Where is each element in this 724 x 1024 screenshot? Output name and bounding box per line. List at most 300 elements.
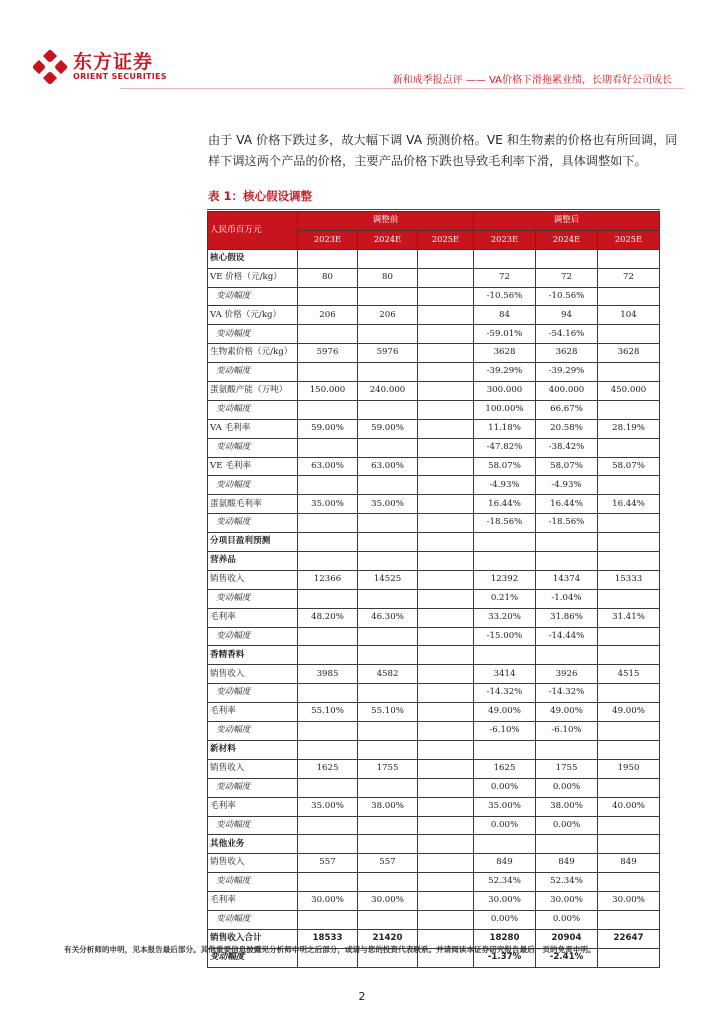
table-cell: 30.00% [358, 892, 418, 911]
table-cell: 58.07% [598, 457, 660, 476]
table-cell: -6.10% [536, 722, 598, 741]
table-row [208, 438, 660, 457]
table-cell: 400.000 [536, 382, 598, 401]
table-cell: 4515 [598, 665, 660, 684]
table-cell: 12392 [474, 570, 536, 589]
table-cell [474, 740, 536, 759]
row-label: 生物素价格（元/kg） [208, 344, 298, 363]
table-cell: 240.000 [358, 382, 418, 401]
table-cell [418, 608, 474, 627]
table-title: 表 1：核心假设调整 [208, 189, 313, 203]
table-cell [598, 873, 660, 892]
table-cell: 1625 [298, 759, 358, 778]
table-cell: 84 [474, 306, 536, 325]
table-cell [418, 797, 474, 816]
logo-chinese-name: 东方证券 [73, 51, 154, 73]
table-cell [418, 910, 474, 929]
table-cell: 1950 [598, 759, 660, 778]
table-cell [298, 438, 358, 457]
body-paragraph: 由于 VA 价格下跌过多，故大幅下调 VA 预测价格。VE 和生物素的价格也有所回调，同样下调这两个产品的价格，主要产品价格下跌也导致毛利率下滑，具体调整如下。 [208, 133, 678, 168]
table-cell [418, 892, 474, 911]
assumption-table [207, 211, 660, 968]
table-cell [598, 589, 660, 608]
table-cell: 557 [298, 854, 358, 873]
table-cell: 3985 [298, 665, 358, 684]
row-label: 销售收入 [208, 759, 298, 778]
table-cell [474, 835, 536, 854]
table-cell: 59.00% [358, 419, 418, 438]
table-cell [536, 740, 598, 759]
table-cell: -18.56% [474, 514, 536, 533]
table-cell [298, 910, 358, 929]
table-cell: 3414 [474, 665, 536, 684]
table-cell: -14.44% [536, 627, 598, 646]
table-cell: 16.44% [598, 495, 660, 514]
table-cell [418, 363, 474, 382]
table-cell: -10.56% [474, 287, 536, 306]
table-cell: 30.00% [536, 892, 598, 911]
table-cell [418, 249, 474, 268]
table-cell [418, 873, 474, 892]
table-cell: 0.00% [474, 816, 536, 835]
table-cell: 0.00% [474, 910, 536, 929]
table-row [208, 570, 660, 589]
table-cell: 0.21% [474, 589, 536, 608]
table-cell: 30.00% [598, 892, 660, 911]
table-row [208, 854, 660, 873]
row-label: 变动幅度 [208, 948, 298, 967]
table-cell [474, 533, 536, 552]
row-label: 变动幅度 [208, 910, 298, 929]
table-body [208, 249, 660, 967]
table-row [208, 703, 660, 722]
table-cell [358, 740, 418, 759]
table-cell [418, 835, 474, 854]
table-cell [418, 476, 474, 495]
table-cell: 33.20% [474, 608, 536, 627]
row-label: VA 价格（元/kg） [208, 306, 298, 325]
table-row [208, 892, 660, 911]
table-cell: -2.41% [536, 948, 598, 967]
table-cell [418, 665, 474, 684]
table-cell: 0.00% [474, 778, 536, 797]
table-cell [298, 533, 358, 552]
table-cell [418, 778, 474, 797]
table-cell [358, 722, 418, 741]
row-label: 变动幅度 [208, 325, 298, 344]
table-cell [418, 306, 474, 325]
table-row [208, 533, 660, 552]
table-row [208, 608, 660, 627]
table-cell [418, 854, 474, 873]
table-cell [418, 533, 474, 552]
table-cell [418, 703, 474, 722]
table-cell: 80 [358, 268, 418, 287]
table-cell [418, 438, 474, 457]
table-cell [298, 722, 358, 741]
table-cell: -14.32% [474, 684, 536, 703]
year-header: 2023E [474, 230, 536, 249]
table-row [208, 382, 660, 401]
row-label: 销售收入 [208, 570, 298, 589]
row-label: 变动幅度 [208, 589, 298, 608]
table-cell [598, 910, 660, 929]
table-cell [298, 514, 358, 533]
table-cell [418, 646, 474, 665]
table-cell [598, 363, 660, 382]
table-cell [358, 646, 418, 665]
row-label: 蛋氨酸毛利率 [208, 495, 298, 514]
row-label: 变动幅度 [208, 400, 298, 419]
logo-english-name: ORIENT SECURITIES [73, 72, 167, 81]
table-cell [418, 589, 474, 608]
table-cell [474, 646, 536, 665]
table-cell: 21420 [358, 929, 418, 948]
table-row [208, 797, 660, 816]
row-label: 变动幅度 [208, 514, 298, 533]
table-cell: 1755 [536, 759, 598, 778]
table-cell [298, 476, 358, 495]
year-header: 2025E [418, 230, 474, 249]
table-cell [358, 400, 418, 419]
table-cell [598, 438, 660, 457]
table-cell [598, 835, 660, 854]
table-cell [298, 287, 358, 306]
table-cell: 58.07% [536, 457, 598, 476]
table-cell [474, 249, 536, 268]
table-cell: 35.00% [358, 495, 418, 514]
table-cell: -4.93% [536, 476, 598, 495]
table-cell [418, 722, 474, 741]
table-cell: 206 [298, 306, 358, 325]
table-cell [298, 325, 358, 344]
table-cell [298, 684, 358, 703]
table-cell [298, 589, 358, 608]
row-label: 销售收入 [208, 665, 298, 684]
table-cell: 14374 [536, 570, 598, 589]
table-cell [418, 495, 474, 514]
table-cell: 38.00% [358, 797, 418, 816]
row-label: 变动幅度 [208, 476, 298, 495]
table-cell: -6.10% [474, 722, 536, 741]
table-cell [598, 684, 660, 703]
orient-logo-icon [33, 50, 67, 84]
table-row [208, 589, 660, 608]
table-cell: -54.16% [536, 325, 598, 344]
table-cell: 49.00% [474, 703, 536, 722]
table-cell [536, 835, 598, 854]
table-cell: -10.56% [536, 287, 598, 306]
row-label: 变动幅度 [208, 438, 298, 457]
table-cell: 55.10% [358, 703, 418, 722]
group-header-before: 调整前 [298, 212, 474, 231]
table-cell [536, 533, 598, 552]
row-label: 其他业务 [208, 835, 298, 854]
table-cell: 22647 [598, 929, 660, 948]
row-label: 毛利率 [208, 892, 298, 911]
company-logo [33, 50, 167, 84]
table-cell [418, 268, 474, 287]
table-cell [358, 249, 418, 268]
table-cell: 0.00% [536, 778, 598, 797]
table-title-divider [207, 209, 660, 210]
report-subtitle: 新和成季报点评 —— VA价格下滑拖累业绩，长期看好公司成长 [392, 75, 672, 86]
table-cell: -18.56% [536, 514, 598, 533]
year-header: 2025E [598, 230, 660, 249]
table-cell: 35.00% [474, 797, 536, 816]
table-cell: 4582 [358, 665, 418, 684]
table-cell [358, 835, 418, 854]
row-label: 变动幅度 [208, 873, 298, 892]
table-cell: 0.00% [536, 910, 598, 929]
table-cell: 94 [536, 306, 598, 325]
row-label: 变动幅度 [208, 778, 298, 797]
table-row [208, 552, 660, 571]
table-cell [418, 419, 474, 438]
table-cell: 849 [474, 854, 536, 873]
row-label: 香精香料 [208, 646, 298, 665]
table-cell: 849 [536, 854, 598, 873]
year-header: 2023E [298, 230, 358, 249]
table-cell: 104 [598, 306, 660, 325]
table-cell [358, 438, 418, 457]
row-label: 毛利率 [208, 797, 298, 816]
header-divider [120, 88, 684, 89]
table-cell [598, 400, 660, 419]
table-cell [358, 910, 418, 929]
table-cell [418, 287, 474, 306]
table-cell: 80 [298, 268, 358, 287]
row-label: 营养品 [208, 552, 298, 571]
table-cell: 38.00% [536, 797, 598, 816]
table-cell: 1755 [358, 759, 418, 778]
table-cell [358, 778, 418, 797]
row-label: 分项目盈利预测 [208, 533, 298, 552]
table-header-row [208, 212, 660, 231]
row-label: 变动幅度 [208, 816, 298, 835]
table-cell: 49.00% [598, 703, 660, 722]
table-cell: 59.00% [298, 419, 358, 438]
table-cell [298, 778, 358, 797]
table-cell: 0.00% [536, 816, 598, 835]
table-cell [358, 816, 418, 835]
table-cell [358, 684, 418, 703]
row-label: VE 毛利率 [208, 457, 298, 476]
table-cell: 3628 [536, 344, 598, 363]
row-label: 销售收入 [208, 854, 298, 873]
table-cell [358, 325, 418, 344]
table-cell [536, 646, 598, 665]
table-row [208, 835, 660, 854]
table-row [208, 495, 660, 514]
table-cell [358, 873, 418, 892]
table-cell: 150.000 [298, 382, 358, 401]
table-row [208, 249, 660, 268]
table-cell [598, 778, 660, 797]
table-cell: 849 [598, 854, 660, 873]
table-row [208, 778, 660, 797]
table-row [208, 268, 660, 287]
table-cell: 3926 [536, 665, 598, 684]
table-cell: 450.000 [598, 382, 660, 401]
table-cell: 12366 [298, 570, 358, 589]
table-cell [418, 325, 474, 344]
table-cell [358, 476, 418, 495]
table-cell: 49.00% [536, 703, 598, 722]
table-row [208, 419, 660, 438]
row-label: 毛利率 [208, 608, 298, 627]
table-cell [598, 740, 660, 759]
table-cell [358, 589, 418, 608]
row-label: VE 价格（元/kg） [208, 268, 298, 287]
table-cell [418, 740, 474, 759]
row-label: 核心假设 [208, 249, 298, 268]
table-cell: -14.32% [536, 684, 598, 703]
table-cell: -39.29% [474, 363, 536, 382]
table-cell [358, 363, 418, 382]
table-cell: 18280 [474, 929, 536, 948]
table-cell: 63.00% [358, 457, 418, 476]
row-label: 变动幅度 [208, 722, 298, 741]
table-cell [298, 627, 358, 646]
table-cell [358, 514, 418, 533]
table-cell: 72 [536, 268, 598, 287]
table-row [208, 816, 660, 835]
table-cell [598, 249, 660, 268]
table-cell [598, 722, 660, 741]
table-cell: -38.42% [536, 438, 598, 457]
table-row [208, 684, 660, 703]
table-cell: 30.00% [474, 892, 536, 911]
table-row [208, 759, 660, 778]
table-row [208, 910, 660, 929]
group-header-after: 调整后 [474, 212, 660, 231]
table-row [208, 457, 660, 476]
table-cell: 31.41% [598, 608, 660, 627]
row-label: 毛利率 [208, 703, 298, 722]
table-cell [598, 514, 660, 533]
table-cell: 300.000 [474, 382, 536, 401]
table-row [208, 287, 660, 306]
table-cell [598, 552, 660, 571]
table-cell [298, 740, 358, 759]
table-cell [536, 249, 598, 268]
row-label: 新材料 [208, 740, 298, 759]
table-cell: 35.00% [298, 495, 358, 514]
table-cell [418, 400, 474, 419]
table-cell [298, 400, 358, 419]
table-cell: 11.18% [474, 419, 536, 438]
table-cell: 3628 [474, 344, 536, 363]
table-cell: -1.37% [474, 948, 536, 967]
table-cell: 20904 [536, 929, 598, 948]
page-number: 2 [358, 990, 366, 1003]
table-cell [298, 552, 358, 571]
row-label: 变动幅度 [208, 363, 298, 382]
table-cell [298, 363, 358, 382]
table-cell [418, 759, 474, 778]
table-cell: 1625 [474, 759, 536, 778]
row-label: 销售收入合计 [208, 929, 298, 948]
table-row [208, 400, 660, 419]
table-row [208, 476, 660, 495]
table-cell: 15333 [598, 570, 660, 589]
table-row [208, 665, 660, 684]
table-cell: 55.10% [298, 703, 358, 722]
table-cell: -39.29% [536, 363, 598, 382]
year-header: 2024E [358, 230, 418, 249]
table-cell: 35.00% [298, 797, 358, 816]
table-cell [298, 249, 358, 268]
table-cell [298, 816, 358, 835]
table-cell: 16.44% [536, 495, 598, 514]
table-row [208, 873, 660, 892]
table-cell: -1.04% [536, 589, 598, 608]
table-cell: 18533 [298, 929, 358, 948]
table-cell [358, 627, 418, 646]
row-label: 蛋氨酸产能（万吨） [208, 382, 298, 401]
table-row [208, 740, 660, 759]
table-cell: -15.00% [474, 627, 536, 646]
row-label: 变动幅度 [208, 287, 298, 306]
row-label: VA 毛利率 [208, 419, 298, 438]
table-cell [598, 476, 660, 495]
table-cell: 48.20% [298, 608, 358, 627]
table-cell: 206 [358, 306, 418, 325]
table-cell: 20.58% [536, 419, 598, 438]
footer-disclaimer: 有关分析师的申明，见本报告最后部分。其他重要信息披露见分析师申明之后部分，或请与您的投资代表联系。并请阅读本证券研究报告最后一页的免责申明。 [64, 945, 596, 954]
table-cell: 28.19% [598, 419, 660, 438]
table-row [208, 514, 660, 533]
table-cell: 63.00% [298, 457, 358, 476]
table-row [208, 646, 660, 665]
table-cell [598, 816, 660, 835]
table-cell [298, 835, 358, 854]
table-cell [598, 627, 660, 646]
table-cell: 66.67% [536, 400, 598, 419]
table-row [208, 627, 660, 646]
table-cell: 557 [358, 854, 418, 873]
table-cell: 31.86% [536, 608, 598, 627]
table-cell: 3628 [598, 344, 660, 363]
table-cell [598, 287, 660, 306]
table-cell [418, 552, 474, 571]
table-cell: 58.07% [474, 457, 536, 476]
table-cell: 72 [598, 268, 660, 287]
table-row [208, 306, 660, 325]
table-cell: 14525 [358, 570, 418, 589]
table-cell: -59.01% [474, 325, 536, 344]
table-row [208, 344, 660, 363]
table-cell [418, 382, 474, 401]
table-cell [598, 533, 660, 552]
table-cell [358, 533, 418, 552]
table-cell [536, 552, 598, 571]
table-cell: -4.93% [474, 476, 536, 495]
table-cell: 100.00% [474, 400, 536, 419]
table-cell [418, 570, 474, 589]
table-cell [598, 646, 660, 665]
table-cell [598, 325, 660, 344]
year-header: 2024E [536, 230, 598, 249]
table-cell [418, 457, 474, 476]
table-row [208, 363, 660, 382]
table-cell: -47.82% [474, 438, 536, 457]
table-cell [418, 514, 474, 533]
table-cell: 52.34% [474, 873, 536, 892]
table-cell [418, 627, 474, 646]
table-cell: 30.00% [298, 892, 358, 911]
